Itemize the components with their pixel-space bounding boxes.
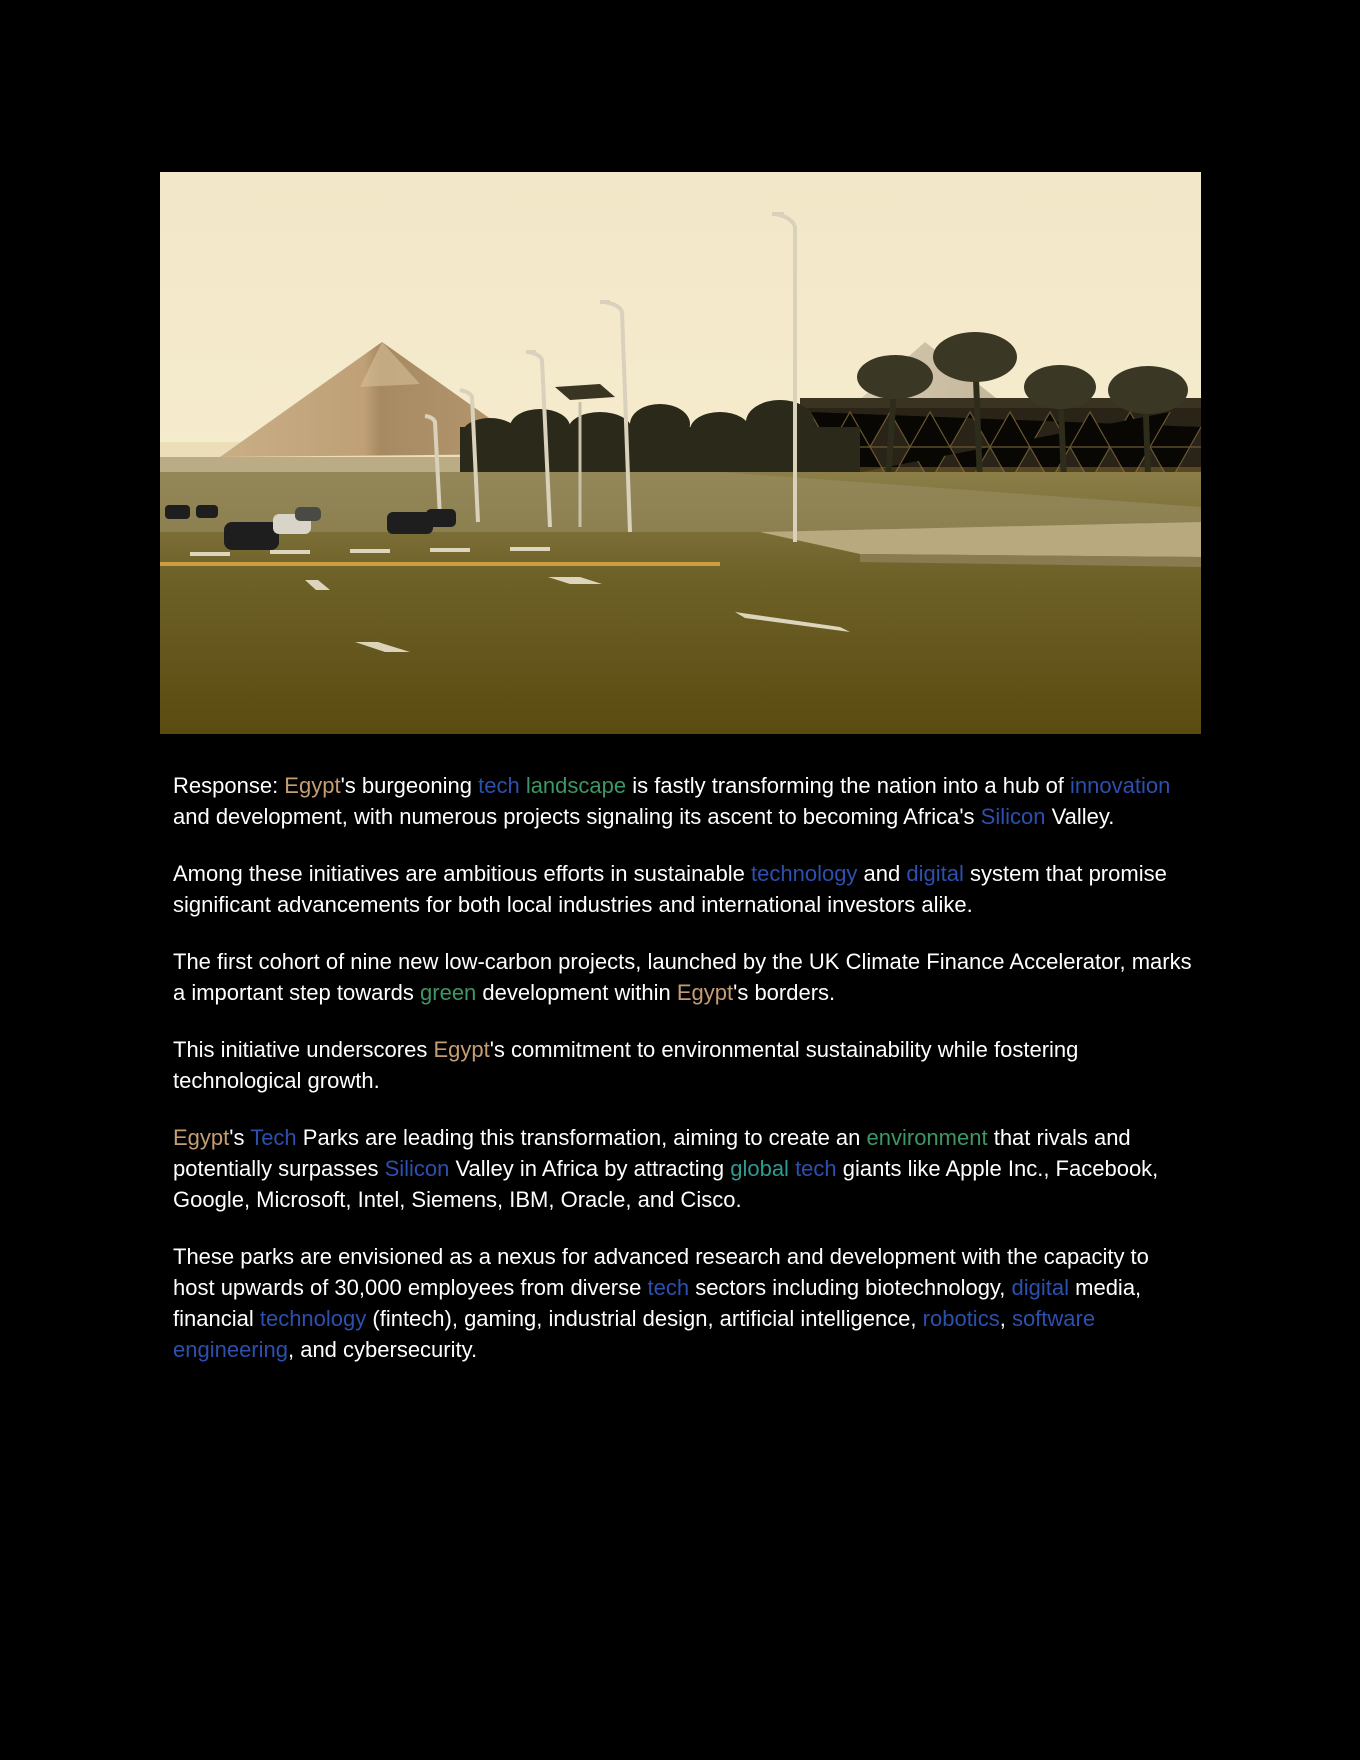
highlighted-term: landscape: [525, 773, 627, 798]
paragraph-commitment: [173, 1034, 1193, 1096]
text-segment: that rivals and potentially surpasses: [173, 1125, 1131, 1181]
highlighted-term: Silicon: [384, 1156, 450, 1181]
highlighted-term: Egypt: [676, 980, 734, 1005]
text-segment: , and cybersecurity.: [287, 1337, 478, 1362]
text-segment: ,: [999, 1306, 1012, 1331]
text-segment: Parks are leading this transformation, aiming to create an: [296, 1125, 867, 1150]
pyramids-road-photo: [160, 172, 1201, 734]
highlighted-term: technology: [751, 861, 858, 886]
highlighted-term: tech: [478, 773, 520, 798]
paragraph-low-carbon: [173, 946, 1193, 1008]
highlighted-term: technology: [259, 1306, 367, 1331]
text-segment: 's burgeoning: [340, 773, 479, 798]
highlighted-term: innovation: [1070, 773, 1171, 798]
paragraph-tech-parks: [173, 1122, 1193, 1215]
highlighted-term: Egypt: [433, 1037, 490, 1062]
text-segment: development within: [476, 980, 677, 1005]
highlighted-term: software engineering: [173, 1306, 1096, 1362]
highlighted-term: Egypt: [284, 773, 341, 798]
text-segment: These parks are envisioned as a nexus for advanced research and development with the capacity to host upwards of 30,000 employees from diverse: [173, 1244, 1149, 1300]
highlighted-term: global: [730, 1156, 789, 1181]
text-segment: Among these initiatives are ambitious efforts in sustainable: [173, 861, 752, 886]
highlighted-term: Silicon: [980, 804, 1046, 829]
text-segment: system that promise significant advancements for both local industries and international investors alike.: [173, 861, 1167, 917]
highlighted-term: robotics: [922, 1306, 1000, 1331]
highlighted-term: digital: [906, 861, 964, 886]
text-segment: This initiative underscores: [173, 1037, 434, 1062]
text-segment: 's borders.: [733, 980, 836, 1005]
hero-image: [160, 172, 1201, 734]
text-segment: 's commitment to environmental sustainability while fostering technological growth.: [173, 1037, 1079, 1093]
text-segment: Valley.: [1045, 804, 1115, 829]
text-segment: The first cohort of nine new low-carbon projects, launched by the UK Climate Finance Accelerator, marks a important step towards: [173, 949, 1192, 1005]
text-segment: and development, with numerous projects signaling its ascent to becoming Africa's: [173, 804, 981, 829]
highlighted-term: green: [420, 980, 477, 1005]
text-segment: and: [857, 861, 907, 886]
paragraph-research-nexus: [173, 1241, 1193, 1365]
text-segment: media, financial: [173, 1275, 1142, 1331]
highlighted-term: tech: [795, 1156, 837, 1181]
highlighted-term: Egypt: [173, 1125, 230, 1150]
highlighted-term: environment: [866, 1125, 988, 1150]
text-segment: Valley in Africa by attracting: [449, 1156, 731, 1181]
paragraph-intro: [173, 770, 1193, 832]
text-segment: sectors including biotechnology,: [689, 1275, 1012, 1300]
highlighted-term: Tech: [250, 1125, 297, 1150]
text-segment: (fintech), gaming, industrial design, artificial intelligence,: [366, 1306, 923, 1331]
highlighted-term: tech: [647, 1275, 690, 1300]
text-segment: giants like Apple Inc., Facebook, Google, Microsoft, Intel, Siemens, IBM, Oracle, and Cisco.: [173, 1156, 1159, 1212]
text-segment: Response:: [173, 773, 285, 798]
paragraph-initiatives: [173, 858, 1193, 920]
text-segment: is fastly transforming the nation into a hub of: [626, 773, 1071, 798]
text-segment: 's: [229, 1125, 251, 1150]
highlighted-term: digital: [1011, 1275, 1070, 1300]
article-body: [173, 770, 1193, 1391]
